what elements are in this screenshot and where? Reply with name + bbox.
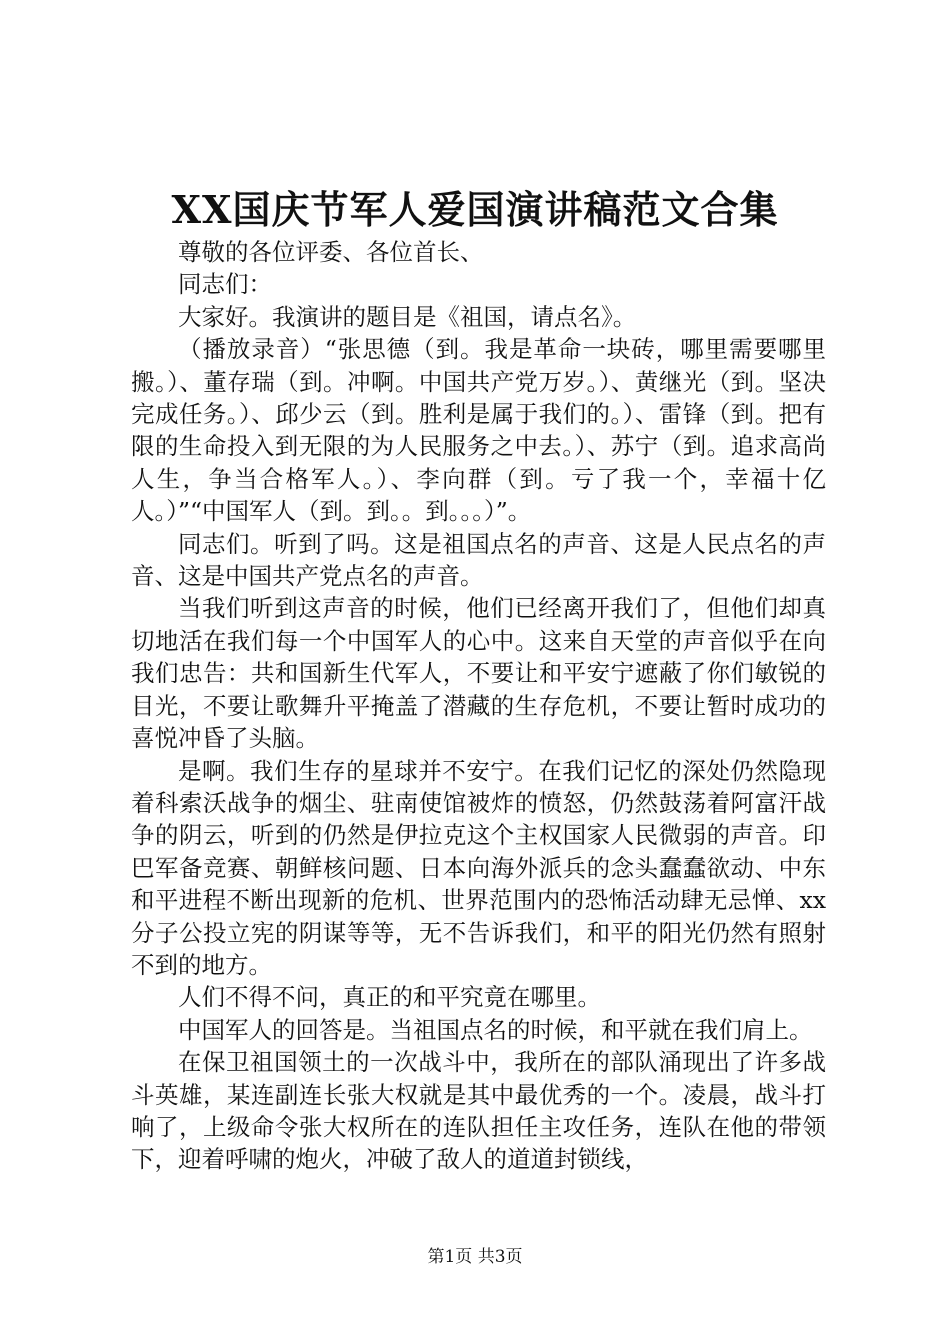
document-body (131, 236, 826, 1176)
paragraph-battle: 在保卫祖国领土的一次战斗中，我所在的部队涌现出了许多战斗英雄，某连副连长张大权就是其中最优秀的一个。凌晨，战斗打响了，上级命令张大权所在的连队担任主攻任务，连队在他的带领下，迎着呼啸的炮火，冲破了敌人的道道封锁线， (131, 1048, 826, 1174)
paragraph-greeting: 大家好。我演讲的题目是《祖国，请点名》。 (178, 302, 637, 331)
paragraph-comrades: 同志们： (178, 270, 272, 299)
page-footer: 第1页 共3页 (427, 1247, 523, 1267)
paragraph-question: 人们不得不问，真正的和平究竟在哪里。 (178, 983, 601, 1012)
paragraph-heaven-voice: 当我们听到这声音的时候，他们已经离开我们了，但他们却真切地活在我们每一个中国军人的心中。这来自天堂的声音似乎在向我们忠告：共和国新生代军人，不要让和平安宁遮蔽了你们敏锐的目光，不要让歌舞升平掩盖了潜藏的生存危机，不要让暂时成功的喜悦冲昏了头脑。 (131, 594, 826, 753)
paragraph-roll-call: 同志们。听到了吗。这是祖国点名的声音、这是人民点名的声音、这是中国共产党点名的声音。 (131, 529, 826, 591)
paragraph-salutation: 尊敬的各位评委、各位首长、 (178, 238, 484, 266)
paragraph-recording: （播放录音）“张思德（到。我是革命一块砖，哪里需要哪里搬。）、董存瑞（到。冲啊。中国共产党万岁。）、黄继光（到。坚决完成任务。）、邱少云（到。胜利是属于我们的。）、雷锋（到。把有限的生命投入到无限的为人民服务之中去。）、苏宁（到。追求高尚人生，争当合格军人。）、李向群（到。亏了我一个，幸福十亿人。）”“中国军人（到。到。。到。。。）”。 (131, 335, 826, 526)
document-title: XX国庆节军人爱国演讲稿范文合集 (171, 187, 779, 232)
paragraph-answer: 中国军人的回答是。当祖国点名的时候，和平就在我们肩上。 (178, 1015, 813, 1044)
paragraph-unrest: 是啊。我们生存的星球并不安宁。在我们记忆的深处仍然隐现着科索沃战争的烟尘、驻南使馆被炸的愤怒，仍然鼓荡着阿富汗战争的阴云，听到的仍然是伊拉克这个主权国家人民微弱的声音。印巴军备竞赛、朝鲜核问题、日本向海外派兵的念头蠢蠢欲动、中东和平进程不断出现新的危机、世界范围内的恐怖活动肆无忌惮、xx分子公投立宪的阴谋等等，无不告诉我们，和平的阳光仍然有照射不到的地方。 (131, 756, 826, 979)
